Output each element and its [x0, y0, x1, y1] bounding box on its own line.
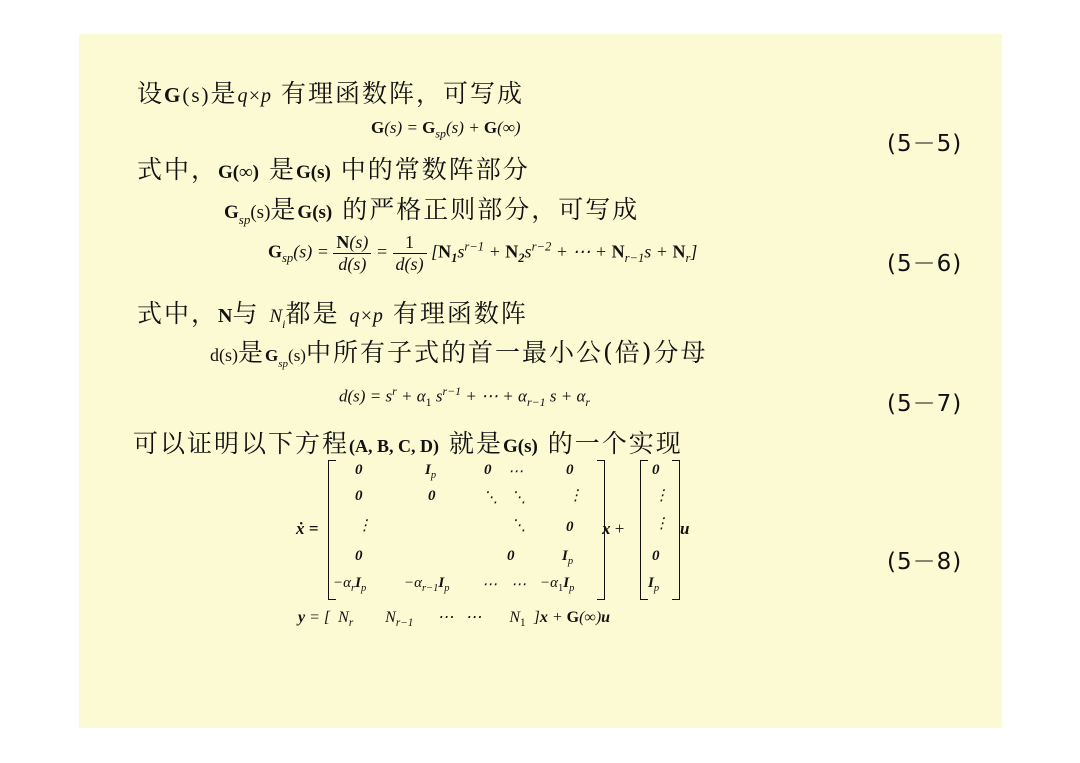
equation-number-5-7: (5－7)	[887, 391, 963, 417]
equation-number-5-8: (5－8)	[887, 549, 963, 575]
equation-5-5: $G(s) = G_{sp}(s) + G(\infty)$	[371, 118, 521, 141]
text-line-2: 式中，G(∞) 是G(s) 中的常数阵部分	[137, 155, 530, 184]
equation-number-5-5: (5－5)	[887, 131, 963, 157]
equation-number-5-6: (5－6)	[887, 251, 963, 277]
text-line-3: $G_{sp}(s)$是G(s) 的严格正则部分，可写成	[224, 195, 640, 227]
equation-5-6: $G_{sp}(s)$ = $\frac{N(s)}{d(s)}$ = $\frac{1}{d(s)}$ [$N_1s^{r-1} + N_2s^{r-2}$ + ⋯ + $N_{r-1}s + N_r$]	[268, 232, 698, 274]
equation-5-7: $d(s) = s^r + \alpha_1$ $s^{r-1}$ + ⋯ + $\alpha_{r-1}$ $s + \alpha_r$	[339, 384, 591, 410]
text-line-5: d(s)是$G_{sp}(s)$中所有子式的首一最小公(倍)分母	[210, 338, 708, 370]
text-line-6: 可以证明以下方程(A, B, C, D) 就是G(s) 的一个实现	[133, 429, 683, 458]
text-line-1: 设G(s)是q×p 有理函数阵，可写成	[137, 79, 525, 108]
text-line-4: 式中，N与 $N_i$都是 q×p 有理函数阵	[137, 299, 528, 331]
